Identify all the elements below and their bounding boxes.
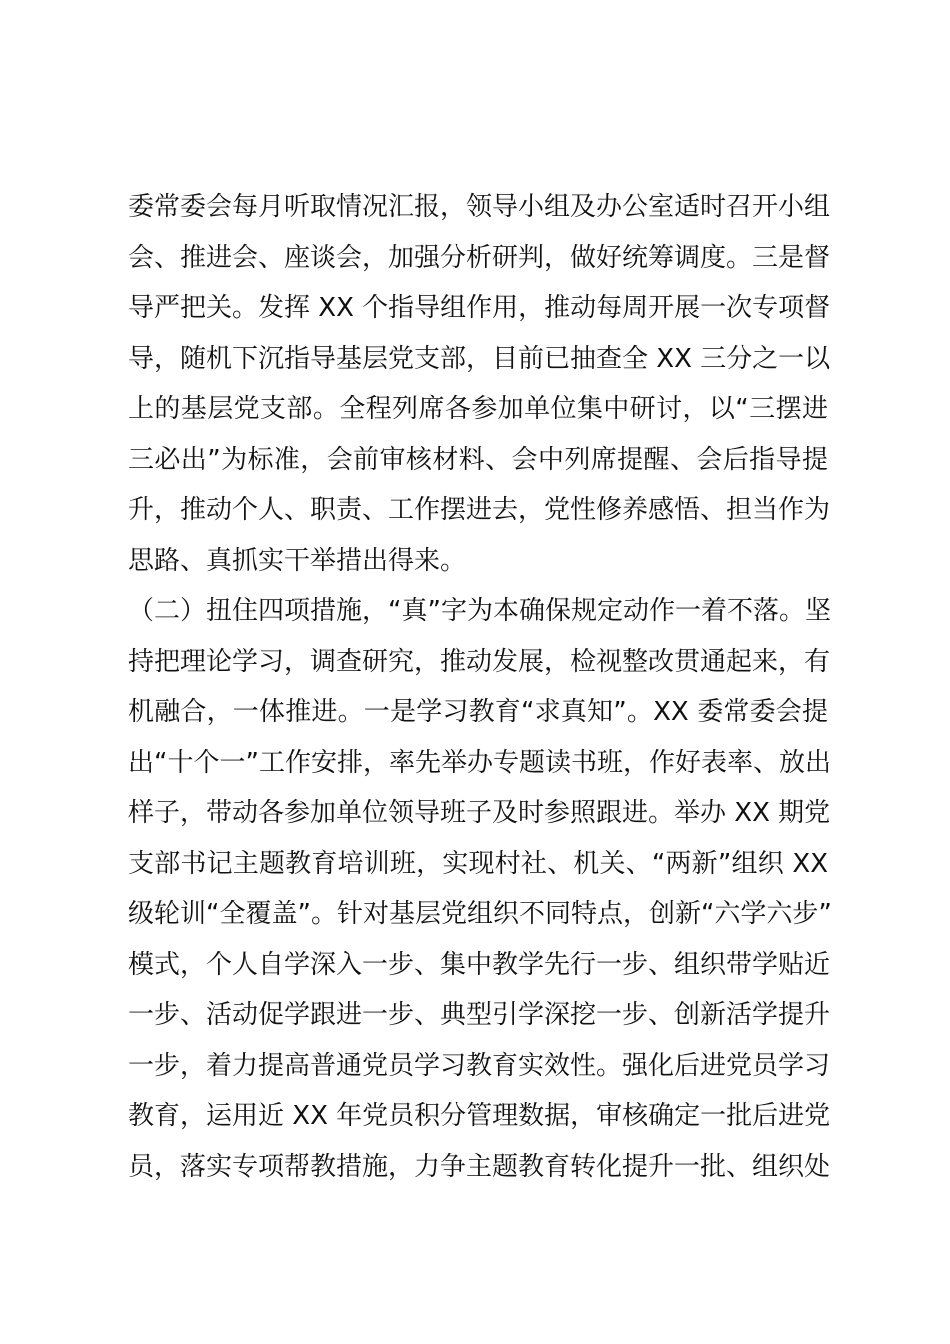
text-line-19: 教育，运用近 XX 年党员积分管理数据，审核确定一批后进党 [128,1101,831,1131]
text-line-20: 员，落实专项帮教措施，力争主题教育转化提升一批、组织处 [128,1151,831,1182]
text-line-2: 会、推进会、座谈会，加强分析研判，做好统筹调度。三是督 [128,242,831,273]
text-line-4: 导，随机下沉指导基层党支部，目前已抽查全 XX 三分之一以 [128,343,831,374]
text-line-15: 级轮训“全覆盖”。针对基层党组织不同特点，创新“六学六步” [128,899,832,929]
text-line-18: 一步，着力提高普通党员学习教育实效性。强化后进党员学习 [128,1050,831,1081]
text-line-17: 一步、活动促学跟进一步、典型引学深挖一步、创新活学提升 [128,1000,831,1030]
text-line-5: 上的基层党支部。全程列席各参加单位集中研讨，以“三摆进 [128,394,828,424]
text-line-6: 三必出”为标准，会前审核材料、会中列席提醒、会后指导提 [128,444,828,475]
text-line-14: 支部书记主题教育培训班，实现村社、机关、“两新”组织 XX [128,848,828,879]
body-text [128,182,832,1192]
text-line-10: 持把理论学习，调查研究，推动发展，检视整改贯通起来，有 [128,646,831,677]
text-line-3: 导严把关。发挥 XX 个指导组作用，推动每周开展一次专项督 [128,293,831,323]
text-line-12: 出“十个一”工作安排，率先举办专题读书班，作好表率、放出 [128,747,831,778]
text-line-7: 升，推动个人、职责、工作摆进去，党性修养感悟、担当作为 [128,495,831,525]
text-line-8: 思路、真抓实干举措出得来。 [128,545,467,576]
text-line-11: 机融合，一体推进。一是学习教育“求真知”。XX 委常委会提 [128,697,828,727]
text-line-9: （二）扭住四项措施，“真”字为本确保规定动作一着不落。坚 [128,596,831,626]
text-line-1: 委常委会每月听取情况汇报，领导小组及办公室适时召开小组 [128,192,831,222]
text-line-16: 模式，个人自学深入一步、集中教学先行一步、组织带学贴近 [128,949,831,980]
text-line-13: 样子，带动各参加单位领导班子及时参照跟进。举办 XX 期党 [128,798,831,828]
